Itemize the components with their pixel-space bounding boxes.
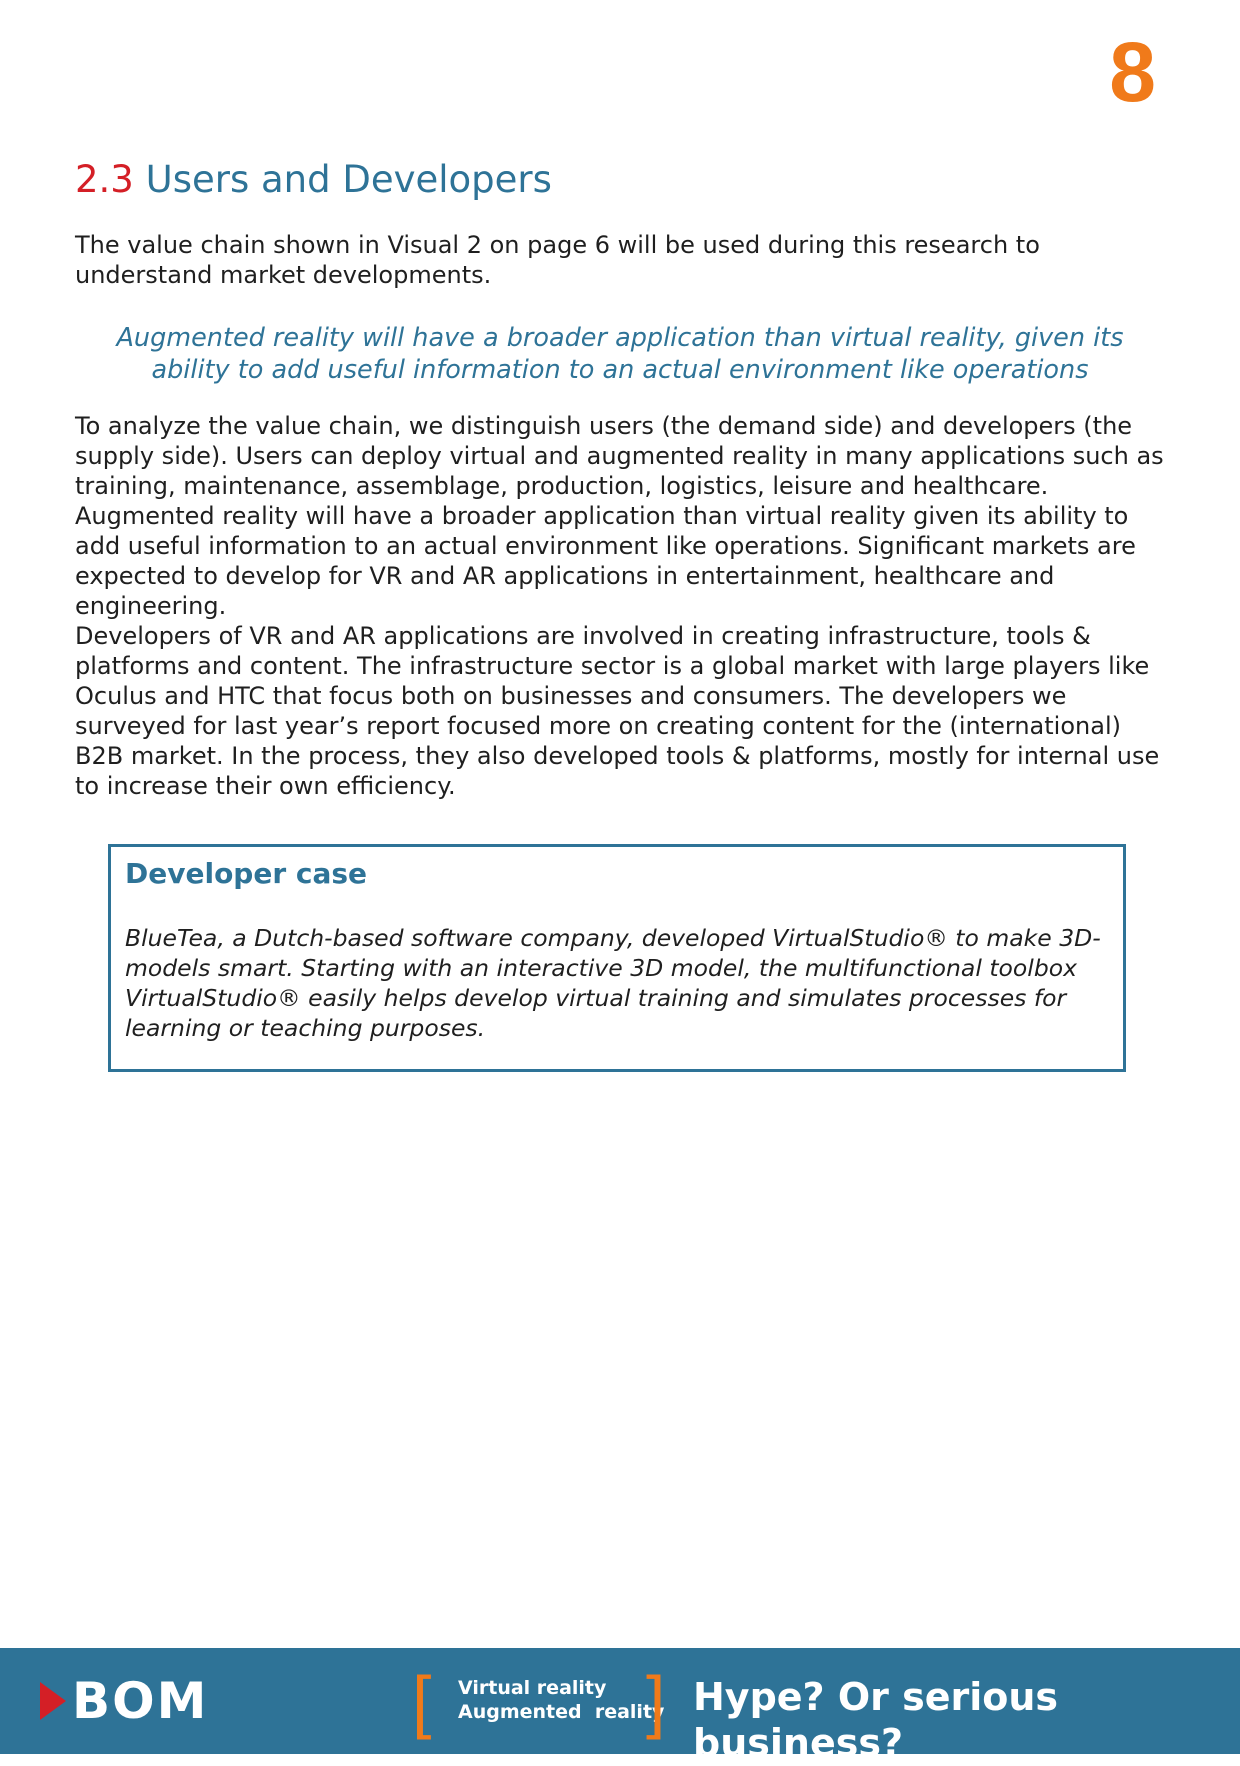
bom-logo-text: BOM	[72, 1672, 209, 1730]
body-paragraph-developers: Developers of VR and AR applications are involved in creating infrastructure, tools & platforms and content. The infrastructure sector is a global market with large players like Oculus and HTC that focus both on businesses and consumers. The developers we surveyed for last year’s report focused more on creating content for the (international) B2B market. In the process, they also developed tools & platforms, mostly for internal use to increase their own efficiency.	[75, 622, 1160, 800]
right-bracket: ]	[646, 1662, 666, 1740]
developer-case-title: Developer case	[125, 857, 368, 890]
developer-case-body: BlueTea, a Dutch-based software company, developed VirtualStudio® to make 3D-models smart. Starting with an interactive 3D model, the multifunctional toolbox VirtualStudio® easily helps develop virtual training and simulates processes for learning or teaching purposes.	[125, 924, 1101, 1042]
bom-logo	[40, 1672, 209, 1730]
footer-bar	[0, 1648, 1240, 1765]
body-paragraph-users: To analyze the value chain, we distinguish users (the demand side) and developers (the supply side). Users can deploy virtual and augmented reality in many applications such as training, maintenance, assemblage, production, logistics, leisure and healthcare. Augmented reality will have a broader application than virtual reality given its ability to add useful information to an actual environment like operations. Significant markets are expected to develop for VR and AR applications in entertainment, healthcare and engineering.	[75, 412, 1164, 620]
left-bracket: [	[412, 1662, 432, 1740]
developer-case-box	[108, 844, 1126, 1072]
topic-augmented-reality: Augmented reality	[458, 1701, 665, 1723]
section-number: 2.3	[75, 158, 134, 201]
page-number: 8	[1109, 25, 1156, 119]
section-title: Users and Developers	[145, 158, 552, 201]
pull-quote: Augmented reality will have a broader application than virtual reality, given its ability to add useful information to an actual environment like operations	[116, 323, 1124, 385]
topic-virtual-reality: Virtual reality	[458, 1677, 607, 1699]
footer-topics	[458, 1676, 664, 1724]
section-heading	[75, 156, 552, 204]
footer-tagline: Hype? Or serious business?	[693, 1675, 1059, 1765]
play-triangle-icon	[40, 1682, 66, 1720]
intro-paragraph: The value chain shown in Visual 2 on page 6 will be used during this research to understand market developments.	[75, 231, 1040, 289]
